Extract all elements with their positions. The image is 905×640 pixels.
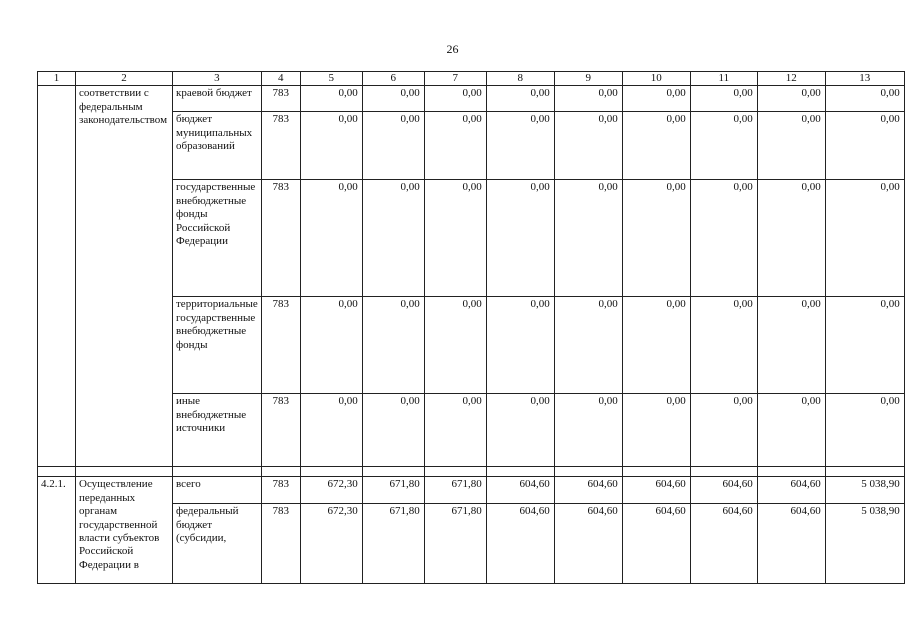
value-cell: 672,30	[300, 504, 362, 584]
budget-table	[37, 71, 905, 584]
value-cell: 0,00	[424, 297, 486, 394]
column-header: 2	[76, 72, 173, 86]
value-cell: 604,60	[486, 504, 554, 584]
code-cell: 783	[261, 297, 300, 394]
value-cell: 672,30	[300, 477, 362, 504]
table-separator-row	[38, 467, 905, 477]
column-header: 4	[261, 72, 300, 86]
value-cell: 0,00	[757, 86, 825, 112]
value-cell: 671,80	[424, 477, 486, 504]
value-cell: 0,00	[757, 297, 825, 394]
value-cell: 0,00	[362, 180, 424, 297]
value-cell: 671,80	[362, 504, 424, 584]
value-cell: 0,00	[424, 86, 486, 112]
value-cell: 604,60	[554, 504, 622, 584]
value-cell: 0,00	[690, 112, 757, 180]
value-cell: 671,80	[424, 504, 486, 584]
value-cell: 0,00	[486, 297, 554, 394]
value-cell: 604,60	[486, 477, 554, 504]
value-cell: 0,00	[486, 112, 554, 180]
value-cell: 0,00	[825, 86, 904, 112]
value-cell: 0,00	[825, 180, 904, 297]
value-cell: 5 038,90	[825, 504, 904, 584]
value-cell: 0,00	[757, 394, 825, 467]
code-cell: 783	[261, 86, 300, 112]
column-header: 7	[424, 72, 486, 86]
value-cell: 0,00	[690, 297, 757, 394]
value-cell: 0,00	[554, 86, 622, 112]
value-cell: 604,60	[690, 477, 757, 504]
column-header: 12	[757, 72, 825, 86]
value-cell: 0,00	[300, 86, 362, 112]
value-cell: 0,00	[554, 394, 622, 467]
code-cell: 783	[261, 477, 300, 504]
measure-name-cell: соответствии с федеральным законодательством	[76, 86, 173, 467]
value-cell: 0,00	[690, 86, 757, 112]
column-header: 8	[486, 72, 554, 86]
row-number-cell	[38, 86, 76, 467]
value-cell: 604,60	[757, 477, 825, 504]
value-cell: 0,00	[825, 112, 904, 180]
column-header: 6	[362, 72, 424, 86]
code-cell: 783	[261, 112, 300, 180]
column-header: 10	[622, 72, 690, 86]
value-cell: 0,00	[486, 394, 554, 467]
value-cell: 0,00	[300, 394, 362, 467]
funding-source-cell: бюджет муниципальных образований	[173, 112, 262, 180]
row-number-cell: 4.2.1.	[38, 477, 76, 584]
value-cell: 0,00	[300, 297, 362, 394]
column-header: 3	[173, 72, 262, 86]
code-cell: 783	[261, 180, 300, 297]
value-cell: 604,60	[622, 477, 690, 504]
value-cell: 604,60	[690, 504, 757, 584]
value-cell: 0,00	[757, 112, 825, 180]
value-cell: 0,00	[690, 180, 757, 297]
code-cell: 783	[261, 504, 300, 584]
value-cell: 0,00	[622, 297, 690, 394]
value-cell: 0,00	[362, 297, 424, 394]
funding-source-cell: федеральный бюджет (субсидии,	[173, 504, 262, 584]
column-header: 5	[300, 72, 362, 86]
value-cell: 671,80	[362, 477, 424, 504]
column-number-row	[38, 72, 905, 86]
value-cell: 0,00	[362, 394, 424, 467]
value-cell: 0,00	[757, 180, 825, 297]
column-header: 1	[38, 72, 76, 86]
value-cell: 0,00	[486, 180, 554, 297]
table-row	[38, 86, 905, 112]
page-number: 26	[446, 42, 459, 56]
measure-name-cell: Осуществление переданных органам государственной власти субъектов Российской Федерации в	[76, 477, 173, 584]
column-header: 9	[554, 72, 622, 86]
value-cell: 0,00	[300, 180, 362, 297]
funding-source-cell: иные внебюджетные источники	[173, 394, 262, 467]
value-cell: 0,00	[690, 394, 757, 467]
funding-source-cell: государственные внебюджетные фонды Российской Федерации	[173, 180, 262, 297]
value-cell: 0,00	[622, 86, 690, 112]
value-cell: 604,60	[757, 504, 825, 584]
value-cell: 0,00	[424, 394, 486, 467]
value-cell: 0,00	[424, 112, 486, 180]
value-cell: 0,00	[300, 112, 362, 180]
value-cell: 0,00	[362, 86, 424, 112]
code-cell: 783	[261, 394, 300, 467]
value-cell: 0,00	[554, 180, 622, 297]
funding-source-cell: всего	[173, 477, 262, 504]
value-cell: 0,00	[622, 180, 690, 297]
value-cell: 604,60	[554, 477, 622, 504]
value-cell: 604,60	[622, 504, 690, 584]
funding-source-cell: территориальные государственные внебюджетные фонды	[173, 297, 262, 394]
table-row	[38, 477, 905, 504]
value-cell: 0,00	[554, 297, 622, 394]
value-cell: 0,00	[486, 86, 554, 112]
value-cell: 0,00	[622, 112, 690, 180]
funding-source-cell: краевой бюджет	[173, 86, 262, 112]
column-header: 13	[825, 72, 904, 86]
value-cell: 0,00	[825, 297, 904, 394]
value-cell: 0,00	[424, 180, 486, 297]
value-cell: 5 038,90	[825, 477, 904, 504]
value-cell: 0,00	[622, 394, 690, 467]
value-cell: 0,00	[362, 112, 424, 180]
column-header: 11	[690, 72, 757, 86]
value-cell: 0,00	[825, 394, 904, 467]
value-cell: 0,00	[554, 112, 622, 180]
